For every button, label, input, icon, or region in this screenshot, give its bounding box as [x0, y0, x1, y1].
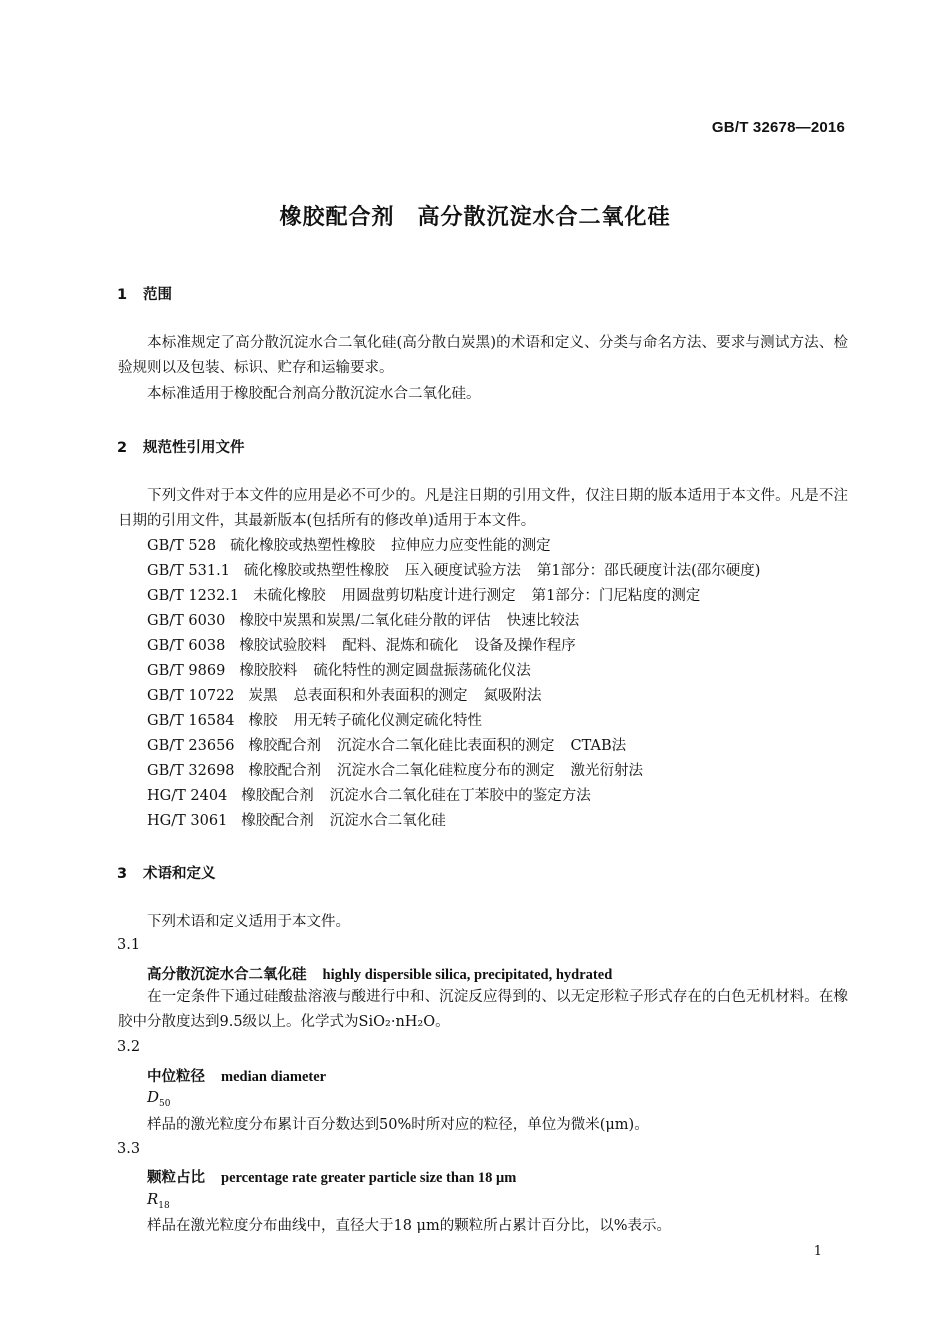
reference-part: CTAB法: [570, 738, 627, 754]
clause-number: 3.1: [117, 937, 141, 953]
section-title: 规范性引用文件: [143, 440, 245, 456]
reference-subtitle: 沉淀水合二氧化硅在丁苯胶中的鉴定方法: [329, 788, 591, 804]
reference-item: [147, 611, 595, 631]
reference-subtitle: 总表面积和外表面积的测定: [293, 688, 468, 704]
section-2-paragraph: [118, 484, 848, 535]
clause-number: 3.3: [117, 1141, 141, 1157]
term-definition: [118, 985, 848, 1036]
reference-subtitle: 沉淀水合二氧化硅比表面积的测定: [337, 738, 555, 754]
reference-title: 橡胶配合剂: [248, 763, 322, 779]
reference-title: 橡胶配合剂: [241, 813, 314, 829]
reference-item: [147, 786, 607, 806]
section-title: 范围: [143, 287, 172, 303]
reference-title: 橡胶中炭黑和炭黑/二氧化硅分散的评估: [239, 613, 491, 629]
reference-subtitle: 快速比较法: [506, 613, 580, 629]
section-2-heading: [117, 436, 245, 457]
reference-code: GB/T 9869: [147, 663, 226, 679]
term-symbol: [147, 1088, 170, 1109]
paragraph-text: 本标准规定了高分散沉淀水合二氧化硅(高分散白炭黑)的术语和定义、分类与命名方法、要求与测试方法、检验规则以及包装、标识、贮存和运输要求。: [118, 335, 848, 377]
reference-code: GB/T 32698: [147, 763, 235, 779]
reference-subtitle: 压入硬度试验方法: [404, 563, 521, 579]
reference-subtitle: 拉伸应力应变性能的测定: [391, 538, 551, 554]
reference-part: 设备及操作程序: [474, 638, 576, 654]
reference-code: GB/T 531.1: [147, 563, 230, 579]
reference-code: GB/T 6030: [147, 613, 226, 629]
section-title: 术语和定义: [143, 866, 216, 882]
section-1-heading: [117, 283, 172, 304]
reference-code: GB/T 1232.1: [147, 588, 240, 604]
symbol-letter: D: [147, 1088, 160, 1106]
reference-code: HG/T 3061: [147, 813, 228, 829]
reference-item: [147, 661, 547, 681]
term-english: highly dispersible silica, precipitated, hydrated: [322, 967, 613, 983]
reference-part: 第1部分：门尼粘度的测定: [531, 588, 701, 604]
reference-title: 未硫化橡胶: [253, 588, 326, 604]
reference-subtitle: 沉淀水合二氧化硅粒度分布的测定: [337, 763, 555, 779]
reference-title: 硫化橡胶或热塑性橡胶: [230, 538, 376, 554]
reference-title: 炭黑: [248, 688, 278, 704]
section-number: 3: [117, 866, 128, 882]
reference-part: 第1部分：邵氏硬度计法(邵尔硬度): [536, 563, 761, 579]
reference-item: [147, 761, 643, 781]
term-heading: [147, 1166, 516, 1187]
reference-title: 硫化橡胶或热塑性橡胶: [243, 563, 389, 579]
term-heading: [147, 1065, 326, 1086]
reference-code: GB/T 6038: [147, 638, 226, 654]
symbol-subscript: 18: [158, 1201, 170, 1211]
reference-code: GB/T 23656: [147, 738, 235, 754]
reference-subtitle: 硫化特性的测定圆盘振荡硫化仪法: [313, 663, 531, 679]
reference-title: 橡胶胶料: [239, 663, 298, 679]
term-chinese: 中位粒径: [147, 1069, 205, 1085]
page-title: 橡胶配合剂 高分散沉淀水合二氧化硅: [279, 205, 671, 230]
term-english: percentage rate greater particle size than 18 μm: [221, 1170, 517, 1186]
reference-subtitle: 用圆盘剪切粘度计进行测定: [341, 588, 516, 604]
reference-title: 橡胶试验胶料: [239, 638, 327, 654]
reference-title: 橡胶: [248, 713, 278, 729]
section-1-paragraph-2: [118, 382, 848, 407]
term-chinese: 高分散沉淀水合二氧化硅: [147, 967, 307, 983]
reference-item: [147, 561, 760, 581]
reference-item: [147, 736, 626, 756]
reference-item: [147, 586, 700, 606]
reference-code: HG/T 2404: [147, 788, 228, 804]
reference-item: [147, 536, 567, 556]
reference-code: GB/T 528: [147, 538, 217, 554]
symbol-subscript: 50: [159, 1099, 171, 1109]
section-number: 2: [117, 440, 128, 456]
reference-code: GB/T 16584: [147, 713, 235, 729]
term-definition: 样品的激光粒度分布累计百分数达到50%时所对应的粒径，单位为微米(μm)。: [147, 1117, 649, 1133]
term-definition: 样品在激光粒度分布曲线中，直径大于18 μm的颗粒所占累计百分比，以%表示。: [147, 1218, 672, 1234]
paragraph-text: 下列文件对于本文件的应用是必不可少的。凡是注日期的引用文件，仅注日期的版本适用于本文件。凡是不注日期的引用文件，其最新版本(包括所有的修改单)适用于本文件。: [118, 488, 848, 530]
section-number: 1: [117, 287, 128, 303]
reference-item: [147, 711, 498, 731]
term-heading: [147, 963, 612, 984]
section-3-heading: [117, 862, 216, 883]
reference-item: [147, 636, 576, 656]
clause-number: 3.2: [117, 1039, 141, 1055]
section-1-paragraph-1: [118, 331, 848, 382]
section-3-intro: 下列术语和定义适用于本文件。: [147, 914, 350, 930]
document-number: GB/T 32678—2016: [711, 119, 845, 136]
paragraph-text: 本标准适用于橡胶配合剂高分散沉淀水合二氧化硅。: [147, 386, 481, 402]
reference-item: [147, 811, 462, 831]
reference-code: GB/T 10722: [147, 688, 235, 704]
term-chinese: 颗粒占比: [147, 1170, 205, 1186]
definition-text: 在一定条件下通过硅酸盐溶液与酸进行中和、沉淀反应得到的、以无定形粒子形式存在的白色无机材料。在橡胶中分散度达到9.5级以上。化学式为SiO₂·nH₂O。: [118, 989, 848, 1031]
term-symbol: [147, 1190, 170, 1211]
reference-subtitle: 沉淀水合二氧化硅: [329, 813, 446, 829]
reference-part: 激光衍射法: [570, 763, 644, 779]
reference-title: 橡胶配合剂: [248, 738, 322, 754]
reference-subtitle: 配料、混炼和硫化: [342, 638, 459, 654]
reference-title: 橡胶配合剂: [241, 788, 314, 804]
page-number: 1: [813, 1244, 822, 1259]
reference-subtitle: 用无转子硫化仪测定硫化特性: [293, 713, 483, 729]
reference-item: [147, 686, 542, 706]
reference-part: 氮吸附法: [483, 688, 542, 704]
term-english: median diameter: [221, 1069, 327, 1085]
symbol-letter: R: [147, 1190, 159, 1208]
